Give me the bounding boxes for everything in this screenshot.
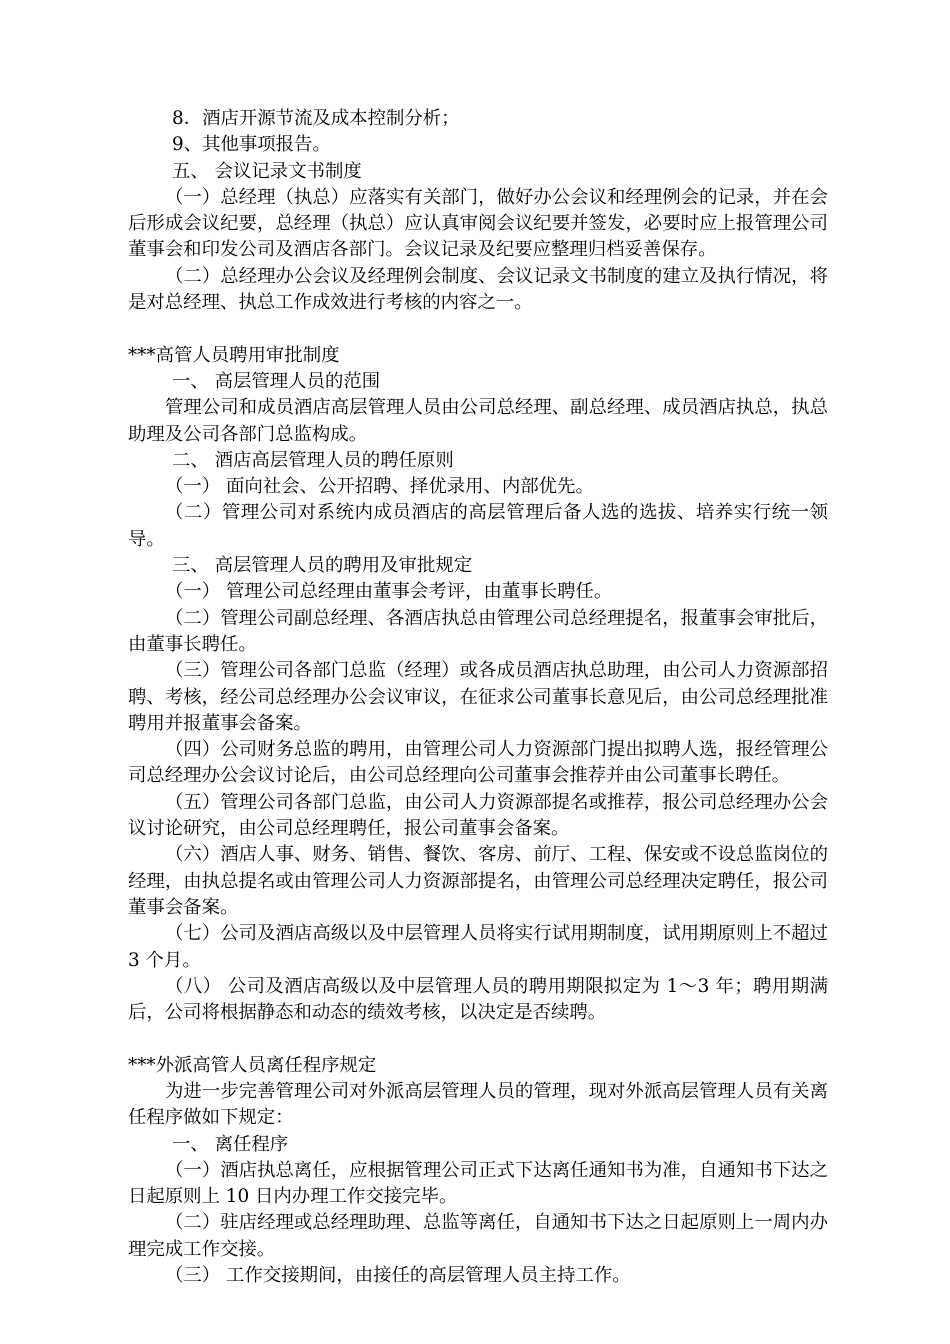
list-item: （三） 工作交接期间，由接任的高层管理人员主持工作。	[165, 1265, 631, 1287]
list-item: 9、其他事项报告。	[172, 134, 331, 156]
list-item: （三）管理公司各部门总监（经理）或各成员酒店执总助理，由公司人力资源部招聘、考核，经公司总经理办公会议审议，在征求公司董事长意见后，由公司总经理批准聘用并报董事会备案。	[128, 660, 828, 734]
section-heading: 五、 会议记录文书制度	[172, 160, 362, 182]
paragraph: 为进一步完善管理公司对外派高层管理人员的管理，现对外派高层管理人员有关离任程序做如下规定：	[128, 1080, 828, 1129]
document-title: ***外派高管人员离任程序规定	[128, 1054, 377, 1076]
list-item: （七）公司及酒店高级以及中层管理人员将实行试用期制度，试用期原则上不超过 3 个月。	[128, 923, 828, 971]
section-heading: 二、 酒店高层管理人员的聘任原则	[172, 449, 454, 471]
paragraph: （一）总经理（执总）应落实有关部门，做好办公会议和经理例会的记录，并在会后形成会议纪要，总经理（执总）应认真审阅会议纪要并签发，必要时应上报管理公司董事会和印发公司及酒店各部门。会议记录及纪要应整理归档妥善保存。	[128, 186, 828, 261]
list-item: （一）酒店执总离任，应根据管理公司正式下达离任通知书为准，自通知书下达之日起原则上 10 日内办理工作交接完毕。	[128, 1159, 828, 1208]
list-item: （五）管理公司各部门总监，由公司人力资源部提名或推荐，报公司总经理办公会议讨论研究，由公司总经理聘任，报公司董事会备案。	[128, 791, 828, 840]
section-heading: 三、 高层管理人员的聘用及审批规定	[172, 555, 473, 577]
list-item: （二）管理公司对系统内成员酒店的高层管理后备人选的选拔、培养实行统一领导。	[128, 502, 828, 550]
list-item: （四）公司财务总监的聘用，由管理公司人力资源部门提出拟聘人选，报经管理公司总经理办公会议讨论后，由公司总经理向公司董事会推荐并由公司董事长聘任。	[128, 739, 828, 787]
list-item: （二）管理公司副总经理、各酒店执总由管理公司总经理提名，报董事会审批后，由董事长聘任。	[128, 607, 828, 655]
section-heading: 一、 高层管理人员的范围	[172, 370, 381, 392]
document-title: ***高管人员聘用审批制度	[128, 344, 340, 366]
paragraph: 管理公司和成员酒店高层管理人员由公司总经理、副总经理、成员酒店执总，执总助理及公司各部门总监构成。	[128, 397, 828, 445]
section-heading: 一、 离任程序	[172, 1133, 289, 1155]
document-page	[128, 106, 828, 1289]
paragraph: （二）总经理办公会议及经理例会制度、会议记录文书制度的建立及执行情况，将是对总经理、执总工作成效进行考核的内容之一。	[128, 265, 828, 314]
list-item: （一） 面向社会、公开招聘、择优录用、内部优先。	[165, 476, 594, 498]
list-item: （八） 公司及酒店高级以及中层管理人员的聘用期限拟定为 1～3 年；聘用期满后，公司将根据静态和动态的绩效考核，以决定是否续聘。	[128, 975, 828, 1024]
list-item: （一） 管理公司总经理由董事会考评，由董事长聘任。	[165, 581, 613, 603]
list-item: （六）酒店人事、财务、销售、餐饮、客房、前厅、工程、保安或不设总监岗位的经理，由执总提名或由管理公司人力资源部提名，由管理公司总经理决定聘任，报公司董事会备案。	[128, 844, 828, 918]
list-item: （二）驻店经理或总经理助理、总监等离任，自通知书下达之日起原则上一周内办理完成工作交接。	[128, 1212, 828, 1260]
list-item: 8．酒店开源节流及成本控制分析；	[172, 108, 460, 129]
